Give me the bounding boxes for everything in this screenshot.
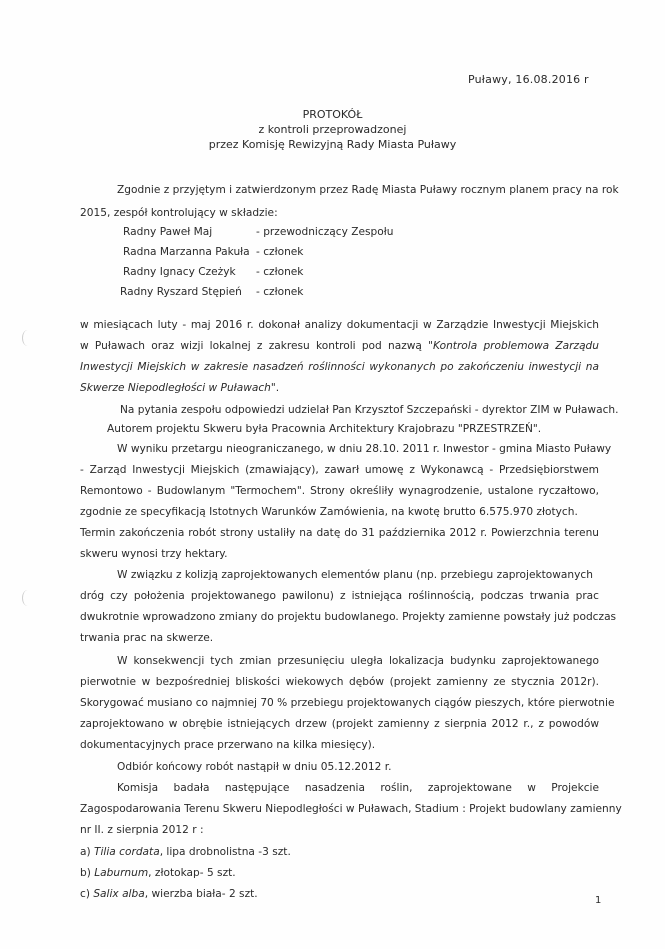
consequences-line-3: [80, 696, 615, 710]
changes-line-3: [80, 610, 617, 624]
member-role: - członek: [256, 266, 304, 278]
plantings-intro-line-2: Zagospodarowania Terenu Skweru Niepodległości w Puławach, Stadium : Projekt budowlany zamienny: [80, 803, 622, 815]
tender-line-4: zgodnie ze specyfikacją Istotnych Warunków Zamówienia, na kwotę brutto 6.575.970 złotych.: [80, 506, 578, 518]
tender-line-5: [80, 526, 599, 540]
text: - Zarząd Inwestycji Miejskich (zmawiający), zawarł umowę z Wykonawcą - Przedsiębiorstwem: [80, 464, 599, 476]
italic-text: Inwestycji Miejskich w zakresie nasadzeń roślinności wykonanych po zakończeniu inwestycji na: [80, 361, 599, 373]
changes-line-1: W związku z kolizją zaprojektowanych elementów planu (np. przebiegu zaprojektowanych: [117, 569, 593, 581]
planting-item: [80, 845, 291, 859]
scope-line-3: [80, 360, 599, 374]
consequences-line-4: [80, 717, 599, 731]
item-label: b): [80, 867, 95, 879]
answers-line: Na pytania zespołu odpowiedzi udzielał Pan Krzysztof Szczepański - dyrektor ZIM w Puławach.: [120, 404, 619, 416]
latin-name: Laburnum: [94, 867, 149, 879]
consequences-line-1: [117, 654, 599, 668]
text: Skorygować musiano co najmniej 70 % przebiegu projektowanych ciągów pieszych, które pierwotnie: [80, 697, 615, 709]
scope-line-4: [80, 381, 279, 395]
item-label: a): [80, 846, 94, 858]
tender-line-2: [80, 463, 599, 477]
item-label: c): [80, 888, 94, 900]
member-name: Radny Ryszard Stępień: [120, 286, 242, 298]
text: w miesiącach luty - maj 2016 r. dokonał analizy dokumentacji w Zarządzie Inwestycji Miejskich: [80, 319, 599, 331]
italic-text: Skwerze Niepodległości w Puławach: [80, 382, 271, 394]
author-line: Autorem projektu Skweru była Pracownia Architektury Krajobrazu "PRZESTRZEŃ".: [107, 423, 542, 435]
text: pierwotnie w bezpośredniej bliskości wiekowych dębów (projekt zamienny ze stycznia 2012r).: [80, 676, 599, 688]
item-detail: , wierzba biała- 2 szt.: [144, 888, 258, 900]
plantings-intro-line-1: [117, 781, 599, 795]
text: Komisja badała następujące nasadzenia roślin, zaprojektowane w Projekcie: [117, 782, 599, 794]
text: W konsekwencji tych zmian przesunięciu uległa lokalizacja budynku zaprojektowanego: [117, 655, 599, 667]
text: Remontowo - Budowlanym "Termochem". Strony określiły wynagrodzenie, ustalone ryczałtowo,: [80, 485, 599, 497]
planting-item: [80, 866, 236, 880]
plantings-intro-line-3: nr II. z sierpnia 2012 r :: [80, 824, 204, 836]
changes-line-4: trwania prac na skwerze.: [80, 632, 214, 644]
document-title: [0, 107, 665, 152]
member-name: Radny Ignacy Czeżyk: [123, 266, 236, 278]
latin-name: Tilia cordata: [94, 846, 160, 858]
member-name: Radna Marzanna Pakuła: [123, 246, 250, 258]
text: ".: [270, 382, 280, 394]
tender-line-1: W wyniku przetargu nieograniczanego, w dniu 28.10. 2011 r. Inwestor - gmina Miasto Puławy: [117, 443, 612, 455]
title-line-1: PROTOKÓŁ: [302, 108, 363, 121]
text: dwukrotnie wprowadzono zmiany do projektu budowlanego. Projekty zamienne powstały już podczas: [80, 611, 617, 623]
title-line-3: przez Komisję Rewizyjną Rady Miasta Puławy: [208, 138, 457, 151]
intro-line-1: Zgodnie z przyjętym i zatwierdzonym przez Radę Miasta Puławy rocznym planem pracy na rok: [117, 184, 619, 196]
tender-line-3: [80, 484, 599, 498]
italic-text: "Kontrola problemowa Zarządu: [428, 340, 599, 352]
member-role: - członek: [256, 286, 304, 298]
changes-line-2: [80, 589, 599, 603]
tender-line-6: skweru wynosi trzy hektary.: [80, 548, 228, 560]
acceptance-line: Odbiór końcowy robót nastąpił w dniu 05.12.2012 r.: [117, 761, 392, 773]
punch-hole-mark: [22, 330, 33, 346]
latin-name: Salix alba: [93, 888, 145, 900]
member-name: Radny Paweł Maj: [123, 226, 213, 238]
text: zaprojektowano w obrębie istniejących drzew (projekt zamienny z sierpnia 2012 r., z powodów: [80, 718, 599, 730]
consequences-line-2: [80, 675, 599, 689]
text: Termin zakończenia robót strony ustaliły na datę do 31 października 2012 r. Powierzchnia terenu: [80, 527, 599, 539]
intro-line-2: 2015, zespół kontrolujący w składzie:: [80, 207, 278, 219]
place-date: Puławy, 16.08.2016 r: [468, 73, 589, 86]
member-role: - przewodniczący Zespołu: [256, 226, 394, 238]
page-number: 1: [595, 895, 602, 906]
scope-line-1: [80, 318, 599, 332]
item-detail: , lipa drobnolistna -3 szt.: [159, 846, 291, 858]
text: w Puławach oraz wizji lokalnej z zakresu kontroli pod nazwą: [80, 340, 429, 352]
scope-line-2: [80, 339, 599, 353]
member-role: - członek: [256, 246, 304, 258]
item-detail: , złotokap- 5 szt.: [148, 867, 236, 879]
text: dróg czy położenia projektowanego pawilonu) z istniejąca roślinnością, podczas trwania prac: [80, 590, 599, 602]
punch-hole-mark: [22, 590, 33, 606]
planting-item: [80, 887, 258, 901]
consequences-line-5: dokumentacyjnych prace przerwano na kilka miesięcy).: [80, 739, 376, 751]
title-line-2: z kontroli przeprowadzonej: [258, 123, 407, 136]
